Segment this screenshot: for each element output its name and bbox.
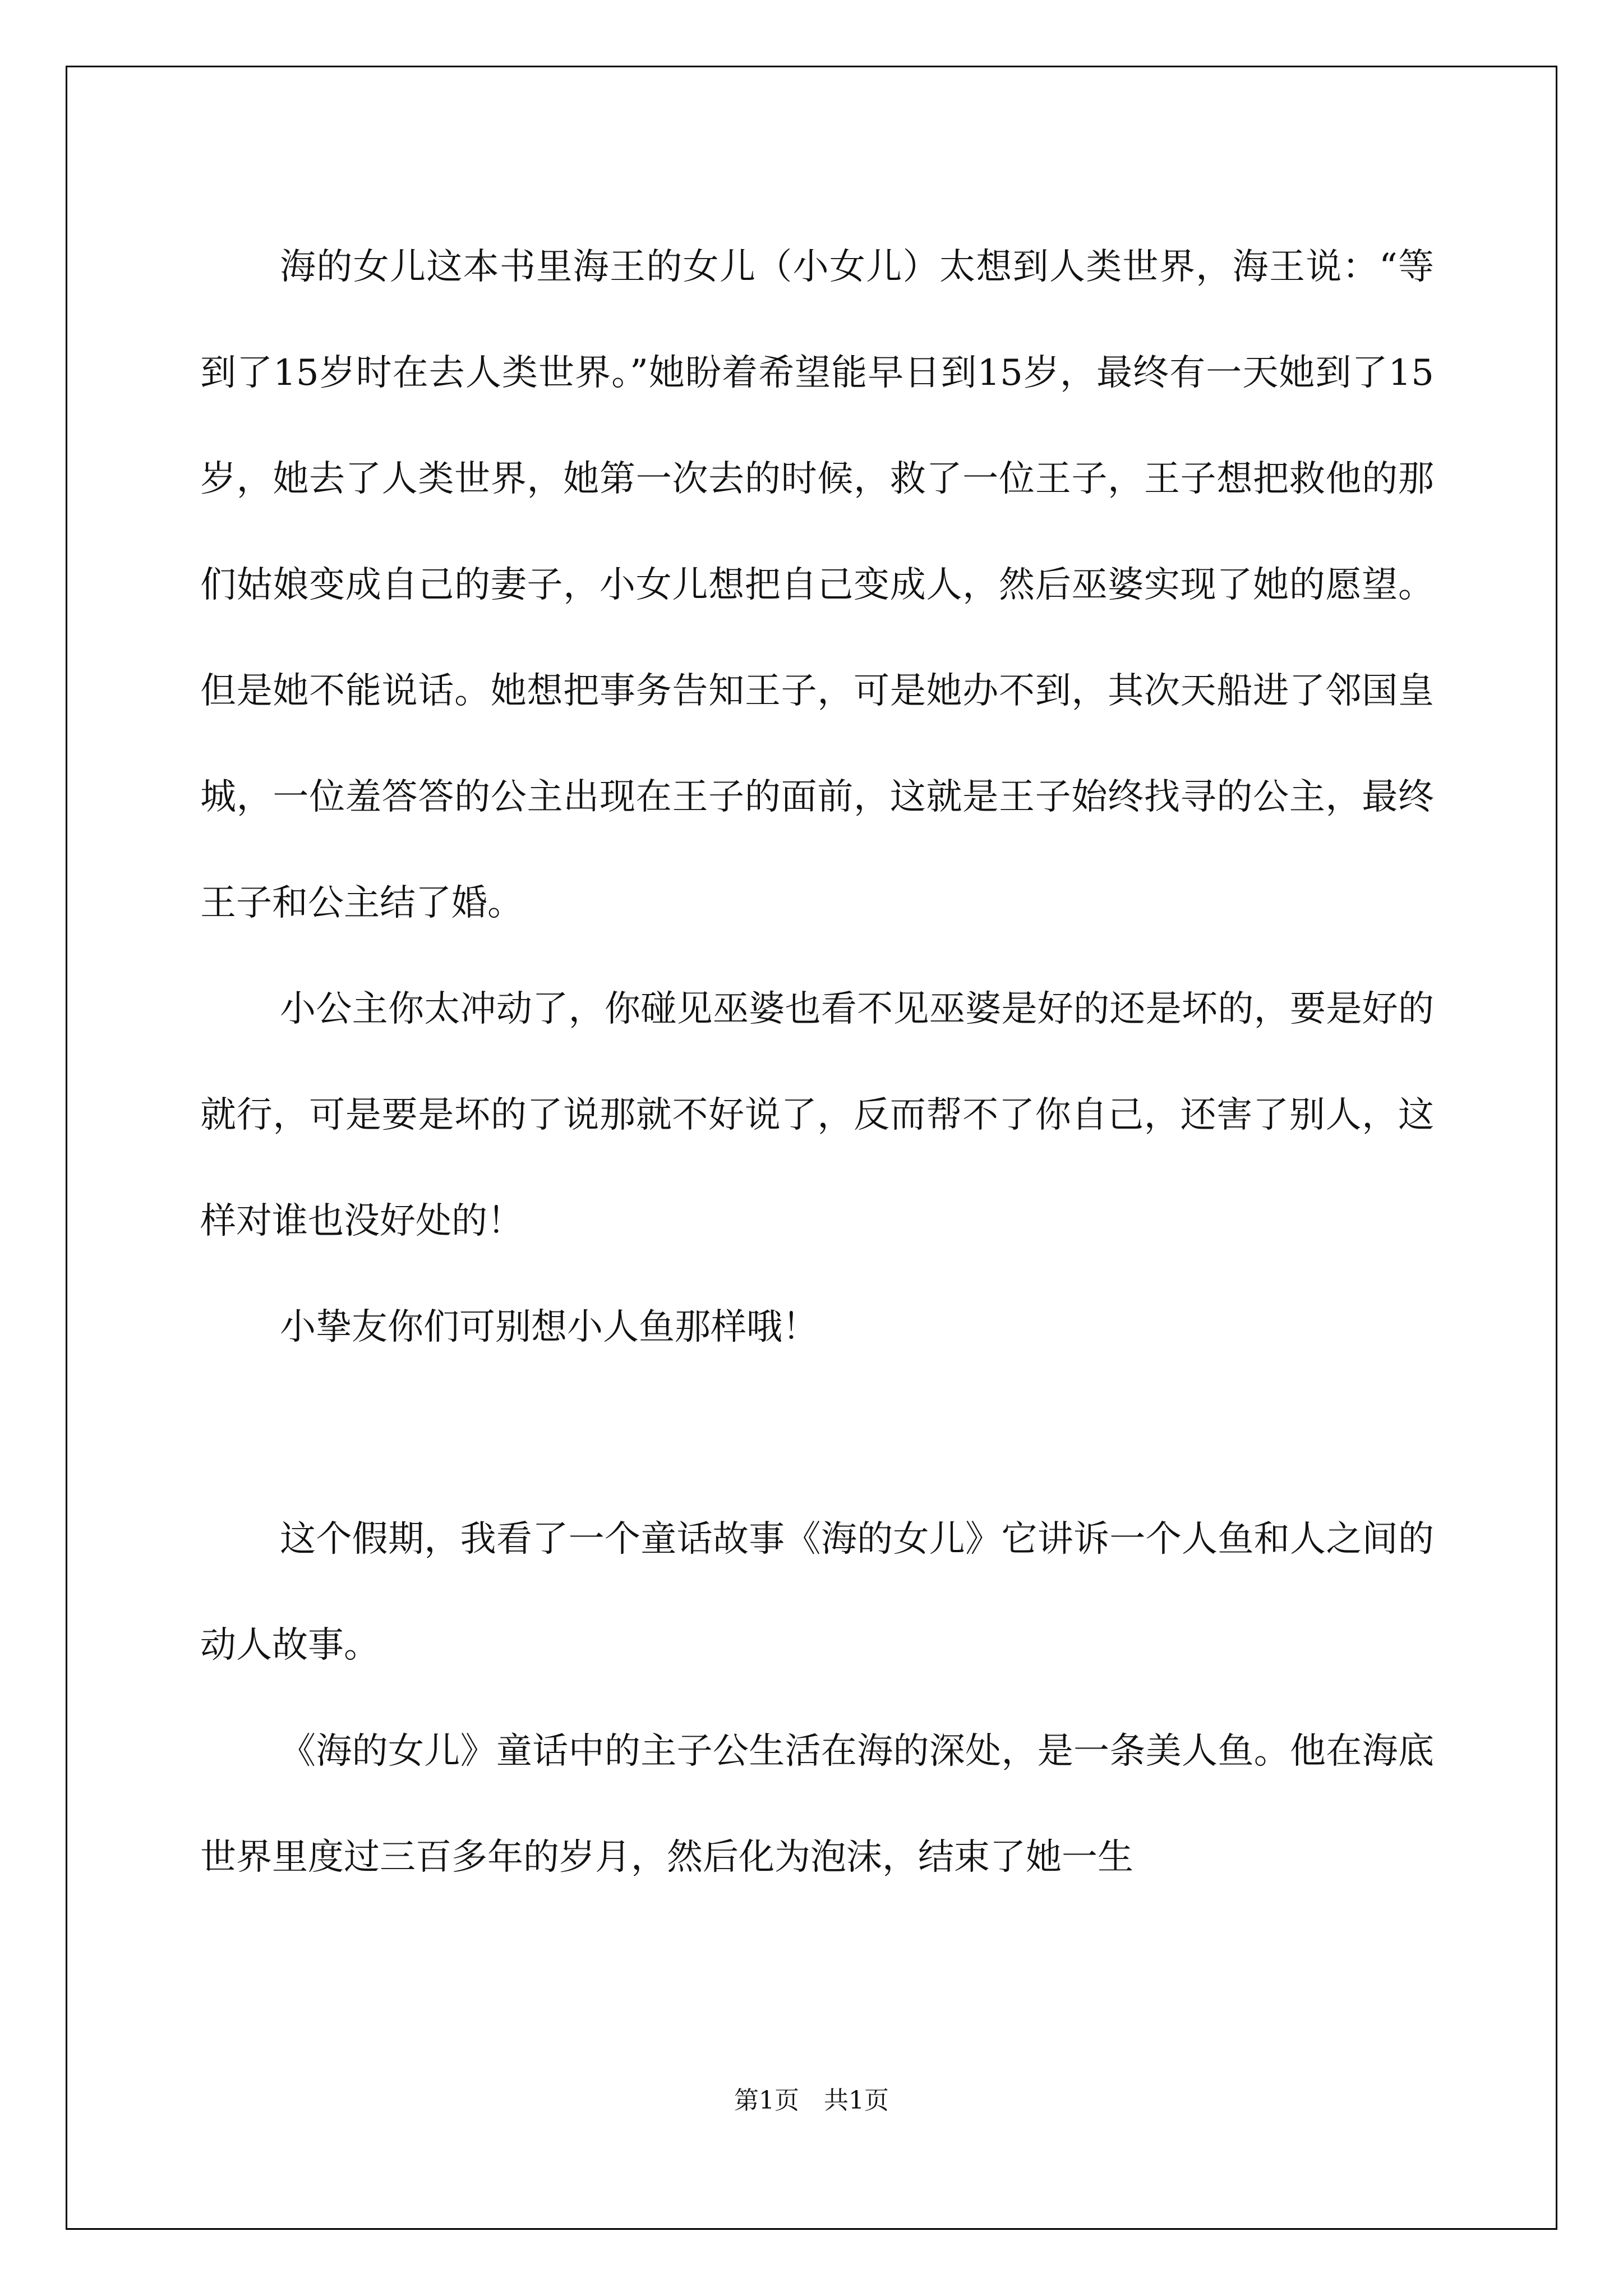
paragraph: 海的女儿这本书里海王的女儿（小女儿）太想到人类世界，海王说：“等到了15岁时在去人类世界。”她盼着希望能早日到15岁，最终有一天她到了15岁，她去了人类世界，她第一次去的时候，救了一位王子，王子想把救他的那们姑娘变成自己的妻子，小女儿想把自己变成人，然后巫婆实现了她的愿望。但是她不能说话。她想把事务告知王子，可是她办不到，其次天船进了邻国皇城，一位羞答答的公主出现在王子的面前，这就是王子始终找寻的公主，最终王子和公主结了婚。 [200, 246, 1434, 924]
paragraph: 这个假期，我看了一个童话故事《海的女儿》它讲诉一个人鱼和人之间的动人故事。 [200, 1519, 1434, 1666]
page-number-footer: 第1页 共1页 [734, 2086, 889, 2115]
paragraph: 小挚友你们可别想小人鱼那样哦！ [280, 1306, 818, 1348]
paragraph: 《海的女儿》童话中的主子公生活在海的深处，是一条美人鱼。他在海底世界里度过三百多年的岁月，然后化为泡沫，结束了她一生 [200, 1731, 1434, 1878]
paragraph: 小公主你太冲动了，你碰见巫婆也看不见巫婆是好的还是坏的，要是好的就行，可是要是坏的了说那就不好说了，反而帮不了你自己，还害了别人，这样对谁也没好处的！ [200, 988, 1434, 1242]
document-body [200, 214, 1434, 1911]
section-spacer [200, 1381, 1434, 1487]
